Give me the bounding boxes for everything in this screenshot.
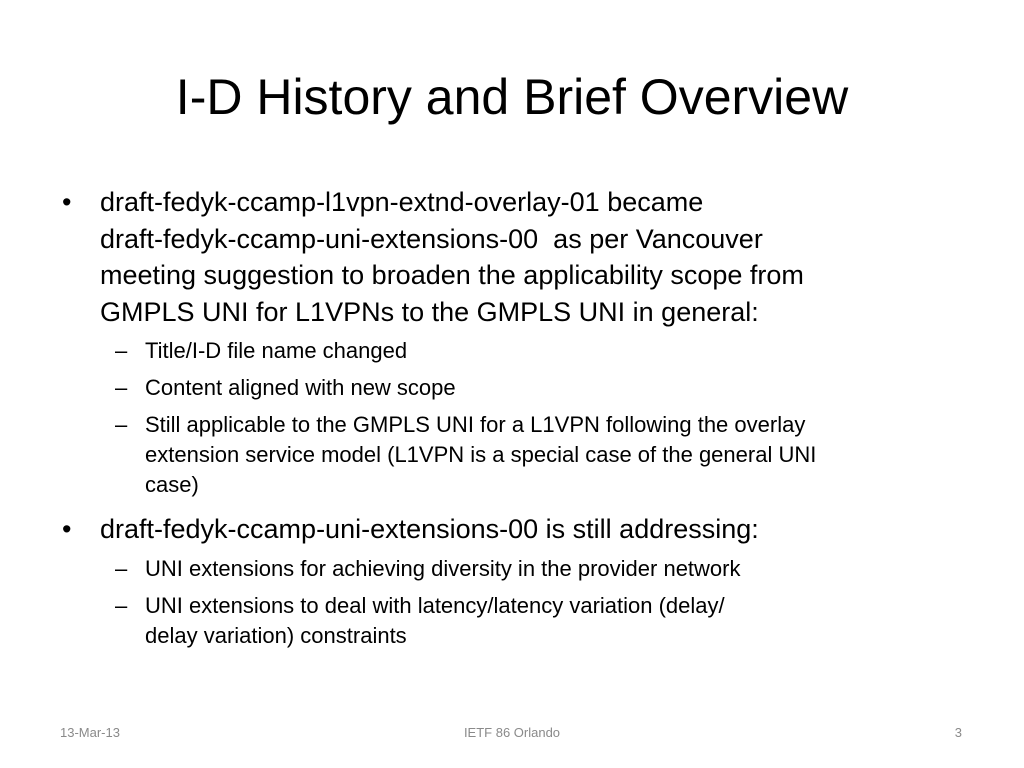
- slide-body: [60, 184, 940, 651]
- bullet-item: [60, 184, 940, 500]
- sub-item-line: UNI extensions for achieving diversity in the provider network: [145, 555, 741, 581]
- slide-title: I-D History and Brief Overview: [175, 69, 849, 125]
- bullet-line: draft-fedyk-ccamp-l1vpn-extnd-overlay-01 became: [100, 187, 704, 217]
- bullet-marker: •: [62, 187, 72, 217]
- sub-item: [100, 373, 940, 403]
- footer-page-number: 3: [954, 725, 962, 740]
- dash-marker: –: [115, 375, 128, 400]
- sub-item-line: case): [145, 472, 199, 497]
- sub-item: [100, 591, 940, 651]
- footer-event: IETF 86 Orlando: [463, 725, 561, 740]
- bullet-marker: •: [62, 514, 72, 544]
- bullet-item: [60, 511, 940, 651]
- sub-item-line: Content aligned with new scope: [145, 375, 456, 400]
- sub-item-line: UNI extensions to deal with latency/latency variation (delay/: [145, 592, 725, 618]
- bullet-line: meeting suggestion to broaden the applicability scope from: [100, 260, 804, 290]
- footer-date: 13-Mar-13: [60, 725, 120, 740]
- dash-marker: –: [115, 592, 128, 618]
- dash-marker: –: [115, 555, 128, 581]
- sub-list: [100, 554, 940, 651]
- dash-marker: –: [115, 412, 128, 437]
- dash-marker: –: [115, 338, 128, 363]
- bullet-line: GMPLS UNI for L1VPNs to the GMPLS UNI in general:: [100, 296, 759, 327]
- bullet-line: draft-fedyk-ccamp-uni-extensions-00 as per Vancouver: [100, 223, 763, 254]
- sub-item: [100, 554, 940, 584]
- sub-item: [100, 336, 940, 366]
- sub-item: [100, 410, 940, 500]
- sub-list: [100, 336, 940, 500]
- sub-item-line: extension service model (L1VPN is a special case of the general UNI: [145, 442, 817, 467]
- sub-item-line: Still applicable to the GMPLS UNI for a L1VPN following the overlay: [145, 412, 806, 437]
- sub-item-line: delay variation) constraints: [145, 622, 407, 648]
- sub-item-line: Title/I-D file name changed: [145, 338, 408, 363]
- bullet-line: draft-fedyk-ccamp-uni-extensions-00 is still addressing:: [100, 514, 759, 544]
